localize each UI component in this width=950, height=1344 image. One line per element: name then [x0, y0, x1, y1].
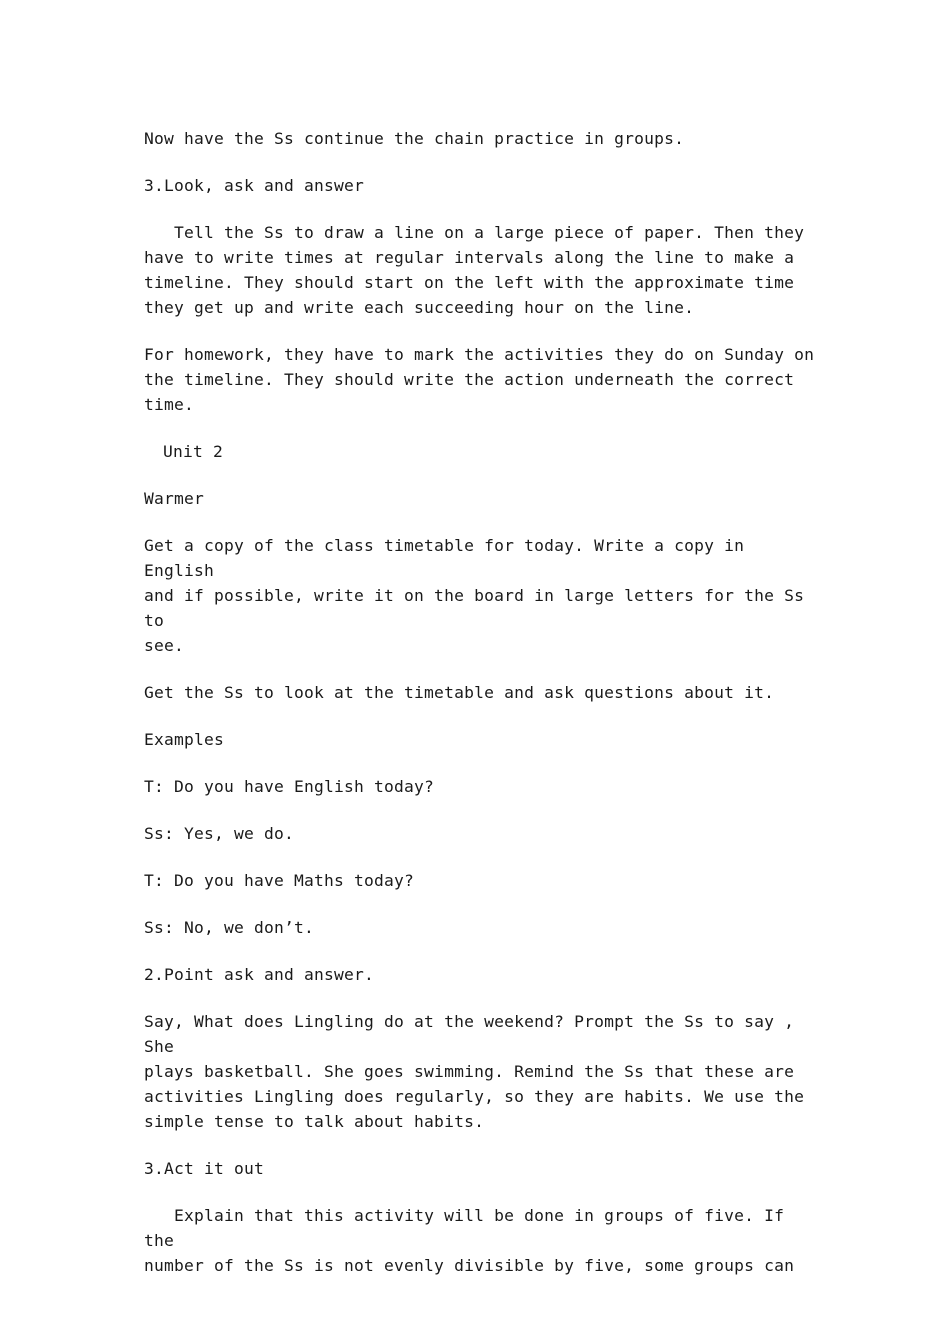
- dialogue-line-4: Ss: No, we don’t.: [144, 918, 315, 937]
- heading-examples: Examples: [144, 730, 225, 749]
- paragraph-timetable-copy: Get a copy of the class timetable for today. Write a copy in English and if possible, write it on the board in large letters for the Ss to see.: [144, 536, 805, 655]
- paragraph-chain-practice: Now have the Ss continue the chain practice in groups.: [144, 129, 685, 148]
- paragraph-timetable-questions: Get the Ss to look at the timetable and ask questions about it.: [144, 683, 775, 702]
- paragraph-lingling-habits: Say, What does Lingling do at the weekend? Prompt the Ss to say , She plays basketball. She goes swimming. Remind the Ss that these are activities Lingling does regularly, so they are habits. We use the simple tense to talk about habits.: [144, 1012, 805, 1131]
- heading-unit-2: Unit 2: [163, 442, 224, 461]
- heading-point-ask-answer: 2.Point ask and answer.: [144, 965, 375, 984]
- heading-warmer: Warmer: [144, 489, 205, 508]
- paragraph-draw-line: Tell the Ss to draw a line on a large piece of paper. Then they have to write times at regular intervals along the line to make a timeline. They should start on the left with the approximate time they get up and write each succeeding hour on the line.: [144, 223, 805, 317]
- paragraph-groups-of-five: Explain that this activity will be done in groups of five. If the number of the Ss is not evenly divisible by five, some groups can: [144, 1206, 795, 1275]
- heading-look-ask-answer: 3.Look, ask and answer: [144, 176, 365, 195]
- heading-act-it-out: 3.Act it out: [144, 1159, 265, 1178]
- document-page: [144, 126, 824, 1300]
- dialogue-line-2: Ss: Yes, we do.: [144, 824, 295, 843]
- dialogue-line-3: T: Do you have Maths today?: [144, 871, 415, 890]
- dialogue-line-1: T: Do you have English today?: [144, 777, 435, 796]
- paragraph-homework: For homework, they have to mark the activities they do on Sunday on the timeline. They should write the action underneath the correct time.: [144, 345, 815, 414]
